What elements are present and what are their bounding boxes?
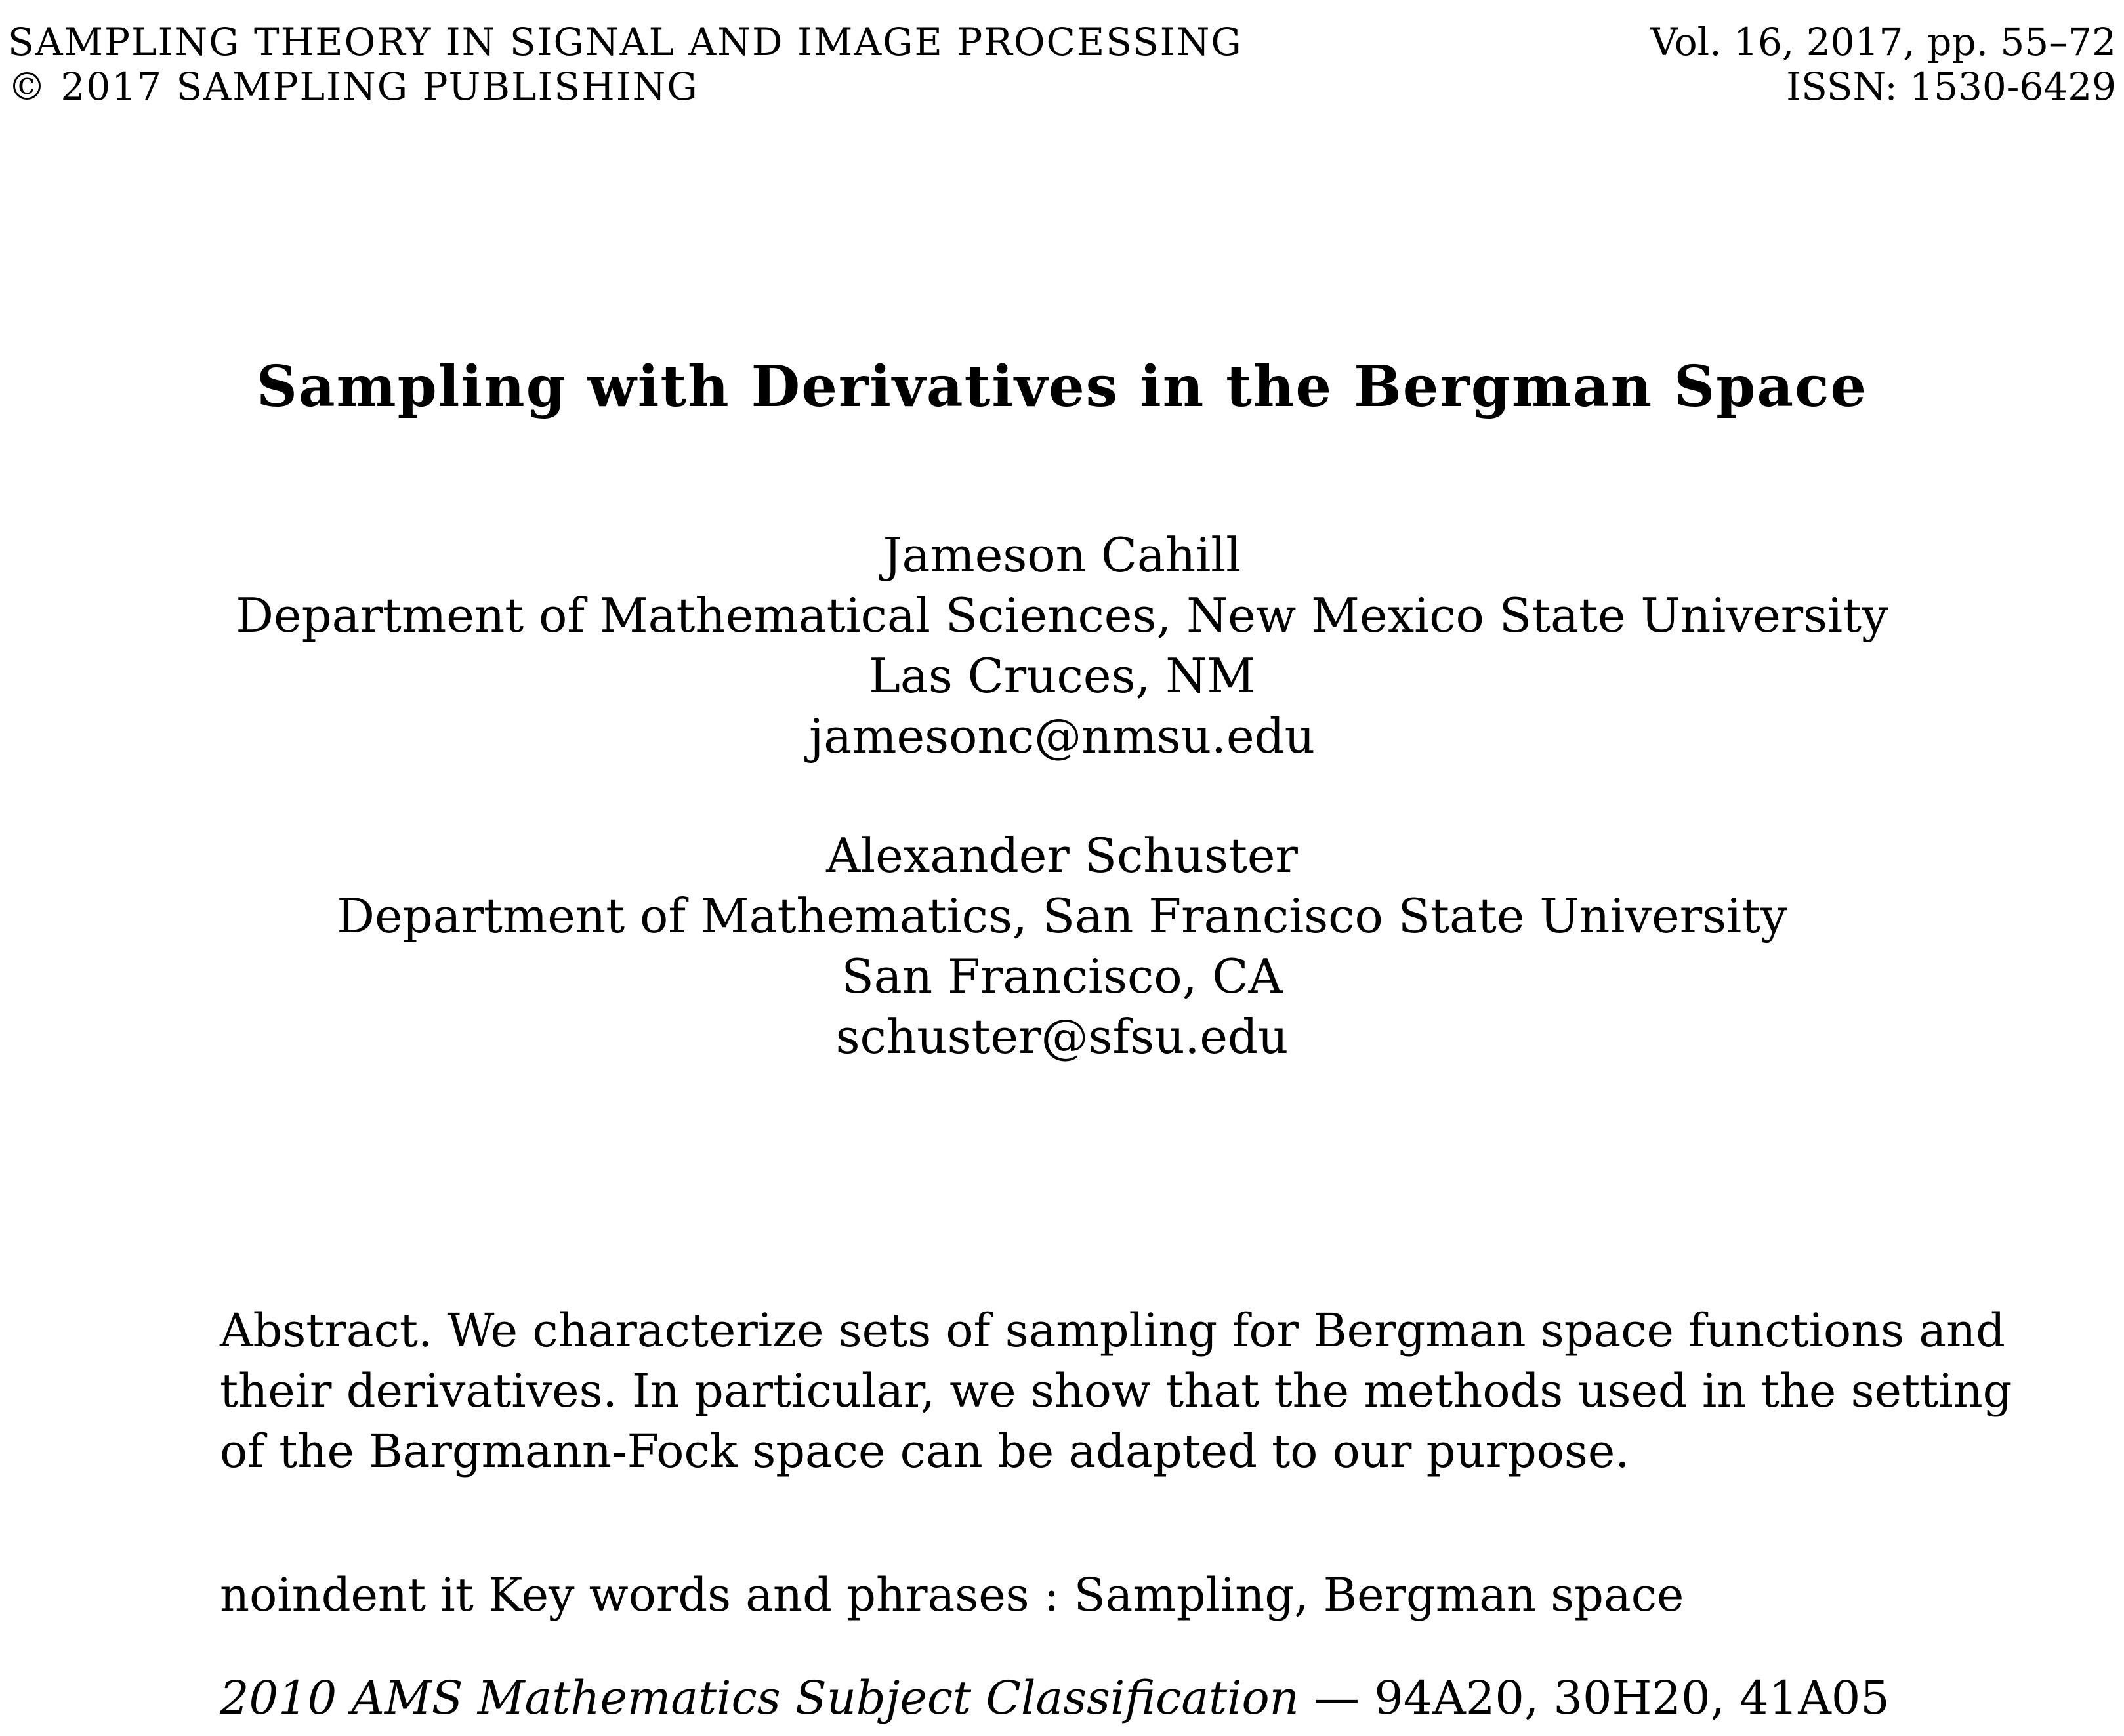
journal-issn: ISSN: 1530-6429 [1786,64,2116,109]
keywords: noindent it Key words and phrases : Sampling, Bergman space [220,1568,1684,1622]
journal-copyright: © 2017 SAMPLING PUBLISHING [8,64,699,109]
abstract-line: their derivatives. In particular, we show that the methods used in the setting [220,1364,2012,1418]
author-department: Department of Mathematics, San Francisco State University [337,888,1787,943]
journal-volume-pages: Vol. 16, 2017, pp. 55–72 [1650,20,2116,64]
journal-header-right [1650,20,2116,109]
abstract-line: of the Bargmann-Fock space can be adapted to our purpose. [220,1424,1630,1478]
author-name: Alexander Schuster [826,828,1298,883]
author-location: San Francisco, CA [841,949,1283,1004]
author-name: Jameson Cahill [883,527,1241,583]
author-block-1 [0,525,2124,766]
journal-header-left [8,20,1243,109]
ams-classification-codes: — 94A20, 30H20, 41A05 [1299,1671,1890,1725]
journal-name: SAMPLING THEORY IN SIGNAL AND IMAGE PROCESSING [8,20,1243,64]
author-email: jamesonc@nmsu.edu [808,709,1316,764]
author-location: Las Cruces, NM [869,648,1255,703]
abstract [220,1300,2012,1481]
ams-classification-label: 2010 AMS Mathematics Subject Classification [220,1671,1299,1725]
author-email: schuster@sfsu.edu [835,1009,1289,1064]
paper-title: Sampling with Derivatives in the Bergman Space [256,354,1868,420]
author-block-2 [0,825,2124,1067]
ams-classification [220,1668,1890,1728]
author-department: Department of Mathematical Sciences, New Mexico State University [236,588,1888,643]
abstract-line: Abstract. We characterize sets of sampling for Bergman space functions and [220,1304,2005,1357]
